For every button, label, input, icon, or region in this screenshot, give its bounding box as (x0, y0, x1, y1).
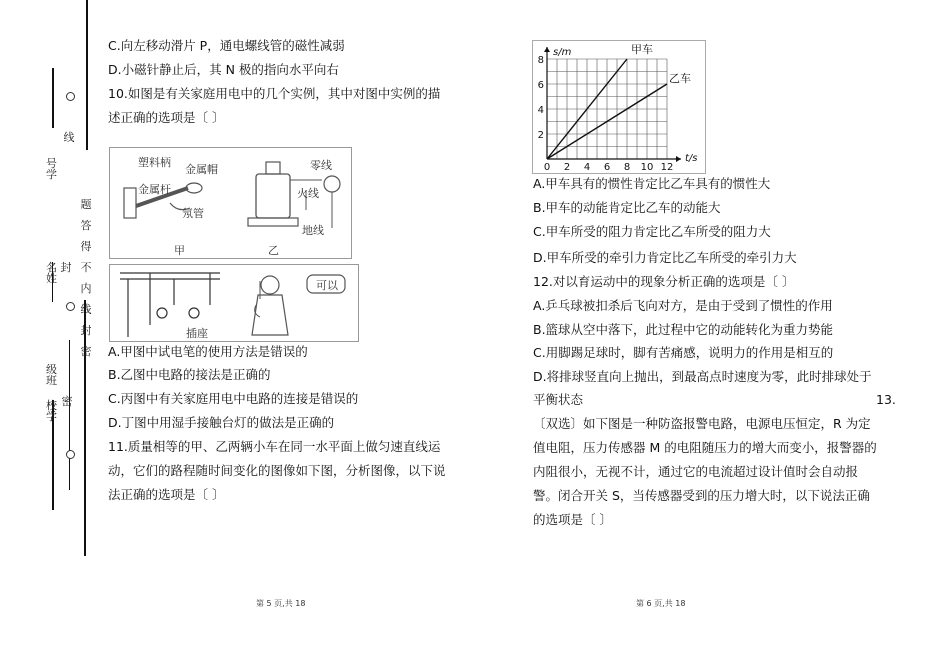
q11-option-c: C.甲车所受的阻力肯定比乙车所受的阻力大 (533, 224, 771, 239)
x-tick-label: 12 (660, 162, 674, 173)
q11-stem-line3: 法正确的选项是〔 〕 (108, 487, 225, 502)
x-tick-label: 4 (583, 162, 591, 173)
q13-number: 13. (876, 392, 896, 407)
fig-label-earth: 地线 (302, 224, 324, 237)
q12-stem: 12.对以育运动中的现象分析正确的选项是〔 〕 (533, 274, 795, 289)
fig-label-metal-cap: 金属帽 (185, 163, 218, 176)
q11-option-a: A.甲车具有的惯性肯定比乙车具有的惯性大 (533, 176, 771, 191)
q13-stem-line5: 的选项是〔 〕 (533, 512, 612, 527)
x-tick-label: 10 (640, 162, 654, 173)
margin-line-top (86, 0, 88, 150)
q12-option-d: D.将排球竖直向上抛出，到最高点时速度为零，此时排球处于 (533, 369, 872, 384)
x-axis-arrow (676, 156, 681, 162)
q11-stem-line2: 动，它们的路程随时间变化的图像如下图，分析图像，以下说 (108, 463, 446, 478)
x-tick-label: 0 (543, 162, 551, 173)
fig-label-metal-rod: 金属杆 (138, 183, 171, 196)
y-axis-label: s/m (553, 47, 572, 58)
q13-stem-line3: 内阻很小，无视不计，通过它的电流超过设计值时会自动报 (533, 464, 859, 479)
q10-option-b: B.乙图中电路的接法是正确的 (108, 367, 271, 382)
q13-stem-line2: 值电阻，压力传感器 M 的电阻随压力的增大而变小，报警器的 (533, 440, 877, 455)
q11-option-b: B.甲车的动能肯定比乙车的动能大 (533, 200, 721, 215)
q12-option-c: C.用脚踢足球时，脚有苦痛感，说明力的作用是相互的 (533, 345, 834, 360)
q10-option-a: A.甲图中试电笔的使用方法是错误的 (108, 344, 308, 359)
q11-stem-line1: 11.质量相等的甲、乙两辆小车在同一水平面上做匀速直线运 (108, 439, 441, 454)
q11-chart-frame (532, 40, 706, 174)
fig-label-live: 火线 (297, 187, 319, 200)
margin-hole-2 (66, 302, 75, 311)
q10-option-d: D.丁图中用湿手接触台灯的做法是正确的 (108, 415, 335, 430)
margin-label-xingming: 名姓 (46, 261, 57, 285)
q13-stem-line1: 〔双选〕如下图是一种防盗报警电路，电源电压恒定，R 为定 (533, 416, 871, 431)
x-tick-label: 2 (563, 162, 571, 173)
q12-option-a: A.乒乓球被扣杀后飞向对方，是由于受到了惯性的作用 (533, 298, 833, 313)
page-number-left: 第 5 页,共 18 (256, 599, 306, 608)
fig-label-socket: 插座 (186, 327, 208, 340)
y-axis-arrow (544, 47, 550, 52)
fig-label-bubble: 可以 (316, 279, 338, 292)
margin-label-banji: 级班 (46, 363, 57, 387)
q11-option-d: D.甲车所受的牵引力肯定比乙车所受的牵引力大 (533, 250, 797, 265)
margin-hole-3 (66, 450, 75, 459)
margin-label-xuexiao: 校学 (46, 399, 57, 423)
y-tick-label: 4 (537, 105, 544, 116)
q10-stem-line1: 10.如图是有关家庭用电中的几个实例，其中对图中实例的描 (108, 86, 441, 101)
series-label-2: 乙车 (669, 72, 691, 85)
q10-figure-bottom (109, 264, 359, 342)
series-label-1: 甲车 (631, 43, 653, 56)
q11-st-chart (533, 41, 705, 173)
margin-label-mi: 密 (61, 395, 73, 408)
q10-option-c: C.丙图中有关家庭用电中电路的连接是错误的 (108, 391, 359, 406)
q12-option-d-cont: 平衡状态 (533, 392, 584, 407)
margin-bar-3 (69, 340, 70, 490)
fig-label-neon-tube: 氖管 (182, 207, 204, 220)
page-number-right: 第 6 页,共 18 (636, 599, 686, 608)
q10-stem-line2: 述正确的选项是〔 〕 (108, 110, 225, 125)
q9-option-d: D.小磁针静止后，其 N 极的指向水平向右 (108, 62, 339, 77)
fig-label-jia: 甲 (174, 244, 185, 257)
fig-label-neutral: 零线 (310, 159, 332, 172)
x-tick-label: 6 (603, 162, 611, 173)
q13-stem-line4: 警。闭合开关 S，当传感器受到的压力增大时，以下说法正确 (533, 488, 870, 503)
margin-label-feng: 封 (60, 261, 72, 274)
q9-option-c: C.向左移动滑片 P，通电螺线管的磁性减弱 (108, 38, 345, 53)
margin-hole-1 (66, 92, 75, 101)
y-tick-label: 6 (537, 80, 544, 91)
margin-bar-1 (52, 68, 54, 128)
q10-figure-top (109, 147, 352, 259)
y-tick-label: 2 (537, 130, 544, 141)
margin-label-xian: 线 (63, 131, 75, 144)
margin-label-xuehao: 号学 (46, 157, 57, 181)
y-tick-label: 8 (537, 55, 544, 66)
margin-notice: 题答得不内线封密 (80, 198, 92, 358)
x-tick-label: 8 (623, 162, 631, 173)
q12-option-b: B.篮球从空中落下，此过程中它的动能转化为重力势能 (533, 322, 834, 337)
x-axis-label: t/s (685, 153, 698, 164)
fig-label-yi: 乙 (268, 244, 279, 257)
fig-label-plastic-handle: 塑料柄 (138, 156, 171, 169)
